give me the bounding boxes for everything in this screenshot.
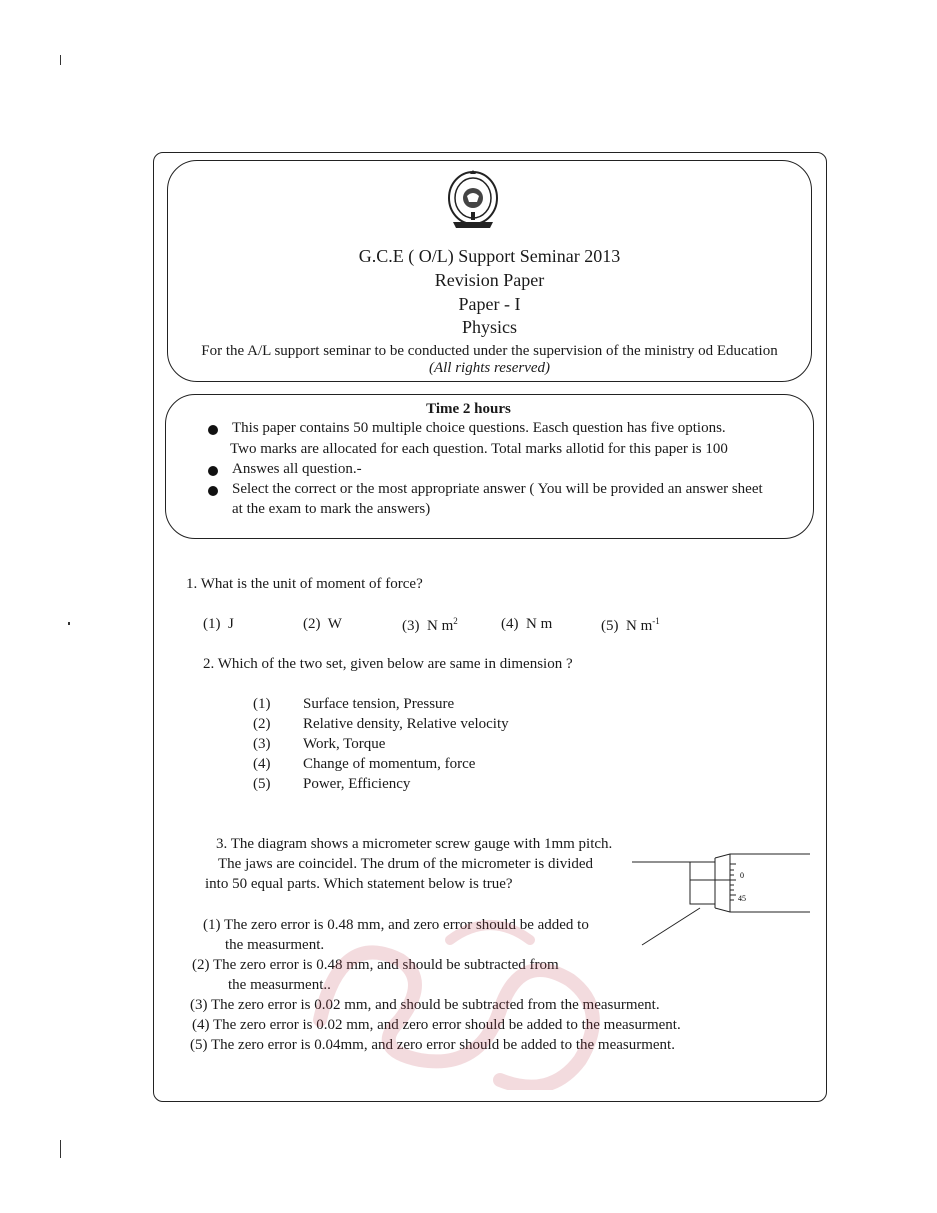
question-3-stem-2: The jaws are coincidel. The drum of the micrometer is divided	[218, 856, 594, 872]
instruction-1: This paper contains 50 multiple choice questions. Easch question has five options.	[232, 420, 726, 436]
q2-option-num: (5)	[253, 776, 271, 792]
scale-label-0: 0	[740, 871, 744, 880]
bullet-icon	[208, 466, 218, 476]
q3-option-5: (5) The zero error is 0.04mm, and zero error should be added to the measurment.	[190, 1037, 675, 1053]
scan-edge-mark	[60, 1140, 61, 1158]
q3-option-3: (3) The zero error is 0.02 mm, and should be subtracted from the measurment.	[190, 997, 660, 1013]
micrometer-diagram	[630, 850, 815, 950]
q2-option-text: Surface tension, Pressure	[303, 696, 455, 712]
instruction-1-cont: Two marks are allocated for each question. Total marks allotid for this paper is 100	[230, 441, 728, 457]
q2-option-text: Work, Torque	[303, 736, 386, 752]
instruction-3-cont: at the exam to mark the answers)	[232, 501, 431, 517]
supervision-note: For the A/L support seminar to be conducted under the supervision of the ministry od Education	[201, 343, 778, 359]
q1-option-3: (3) N $m^2$	[402, 616, 458, 634]
scan-edge-mark	[60, 55, 61, 65]
seminar-title: G.C.E ( O/L) Support Seminar 2013	[358, 246, 621, 266]
q1-option-2: (2) W	[303, 616, 342, 632]
q2-option-text: Change of momentum, force	[303, 756, 476, 772]
scan-edge-mark	[68, 622, 70, 625]
paper-number: Paper - I	[458, 294, 521, 314]
bullet-icon	[208, 425, 218, 435]
instruction-2: Answes all question.-	[232, 461, 362, 477]
time-label: Time 2 hours	[426, 401, 511, 417]
q2-option-text: Relative density, Relative velocity	[303, 716, 509, 732]
q2-option-num: (1)	[253, 696, 271, 712]
instruction-3: Select the correct or the most appropriate answer ( You will be provided an answer sheet	[232, 481, 763, 497]
subject-title: Physics	[461, 317, 517, 337]
paper-type: Revision Paper	[434, 270, 545, 290]
q1-option-4: (4) N m	[501, 616, 553, 632]
question-1-stem: 1. What is the unit of moment of force?	[186, 576, 423, 592]
question-3-stem-3: into 50 equal parts. Which statement below is true?	[205, 876, 513, 892]
q1-option-5: (5) N $m^{-1}$	[601, 616, 660, 634]
scale-label-45: 45	[738, 894, 746, 903]
question-3-stem-1: 3. The diagram shows a micrometer screw gauge with 1mm pitch.	[216, 836, 613, 852]
rights-note: (All rights reserved)	[428, 360, 551, 376]
question-2-stem: 2. Which of the two set, given below are same in dimension ?	[203, 656, 573, 672]
q2-option-num: (2)	[253, 716, 271, 732]
q3-option-1-cont: the measurment.	[225, 937, 325, 953]
q3-option-1: (1) The zero error is 0.48 mm, and zero error should be added to	[203, 917, 589, 933]
q2-option-num: (3)	[253, 736, 271, 752]
bullet-icon	[208, 486, 218, 496]
q2-option-text: Power, Efficiency	[303, 776, 411, 792]
q1-option-1: (1) J	[203, 616, 234, 632]
q2-option-num: (4)	[253, 756, 271, 772]
sri-lanka-emblem	[445, 168, 501, 232]
q3-option-2: (2) The zero error is 0.48 mm, and should be subtracted from	[192, 957, 559, 973]
q3-option-4: (4) The zero error is 0.02 mm, and zero error should be added to the measurment.	[192, 1017, 681, 1033]
q3-option-2-cont: the measurment..	[228, 977, 331, 993]
